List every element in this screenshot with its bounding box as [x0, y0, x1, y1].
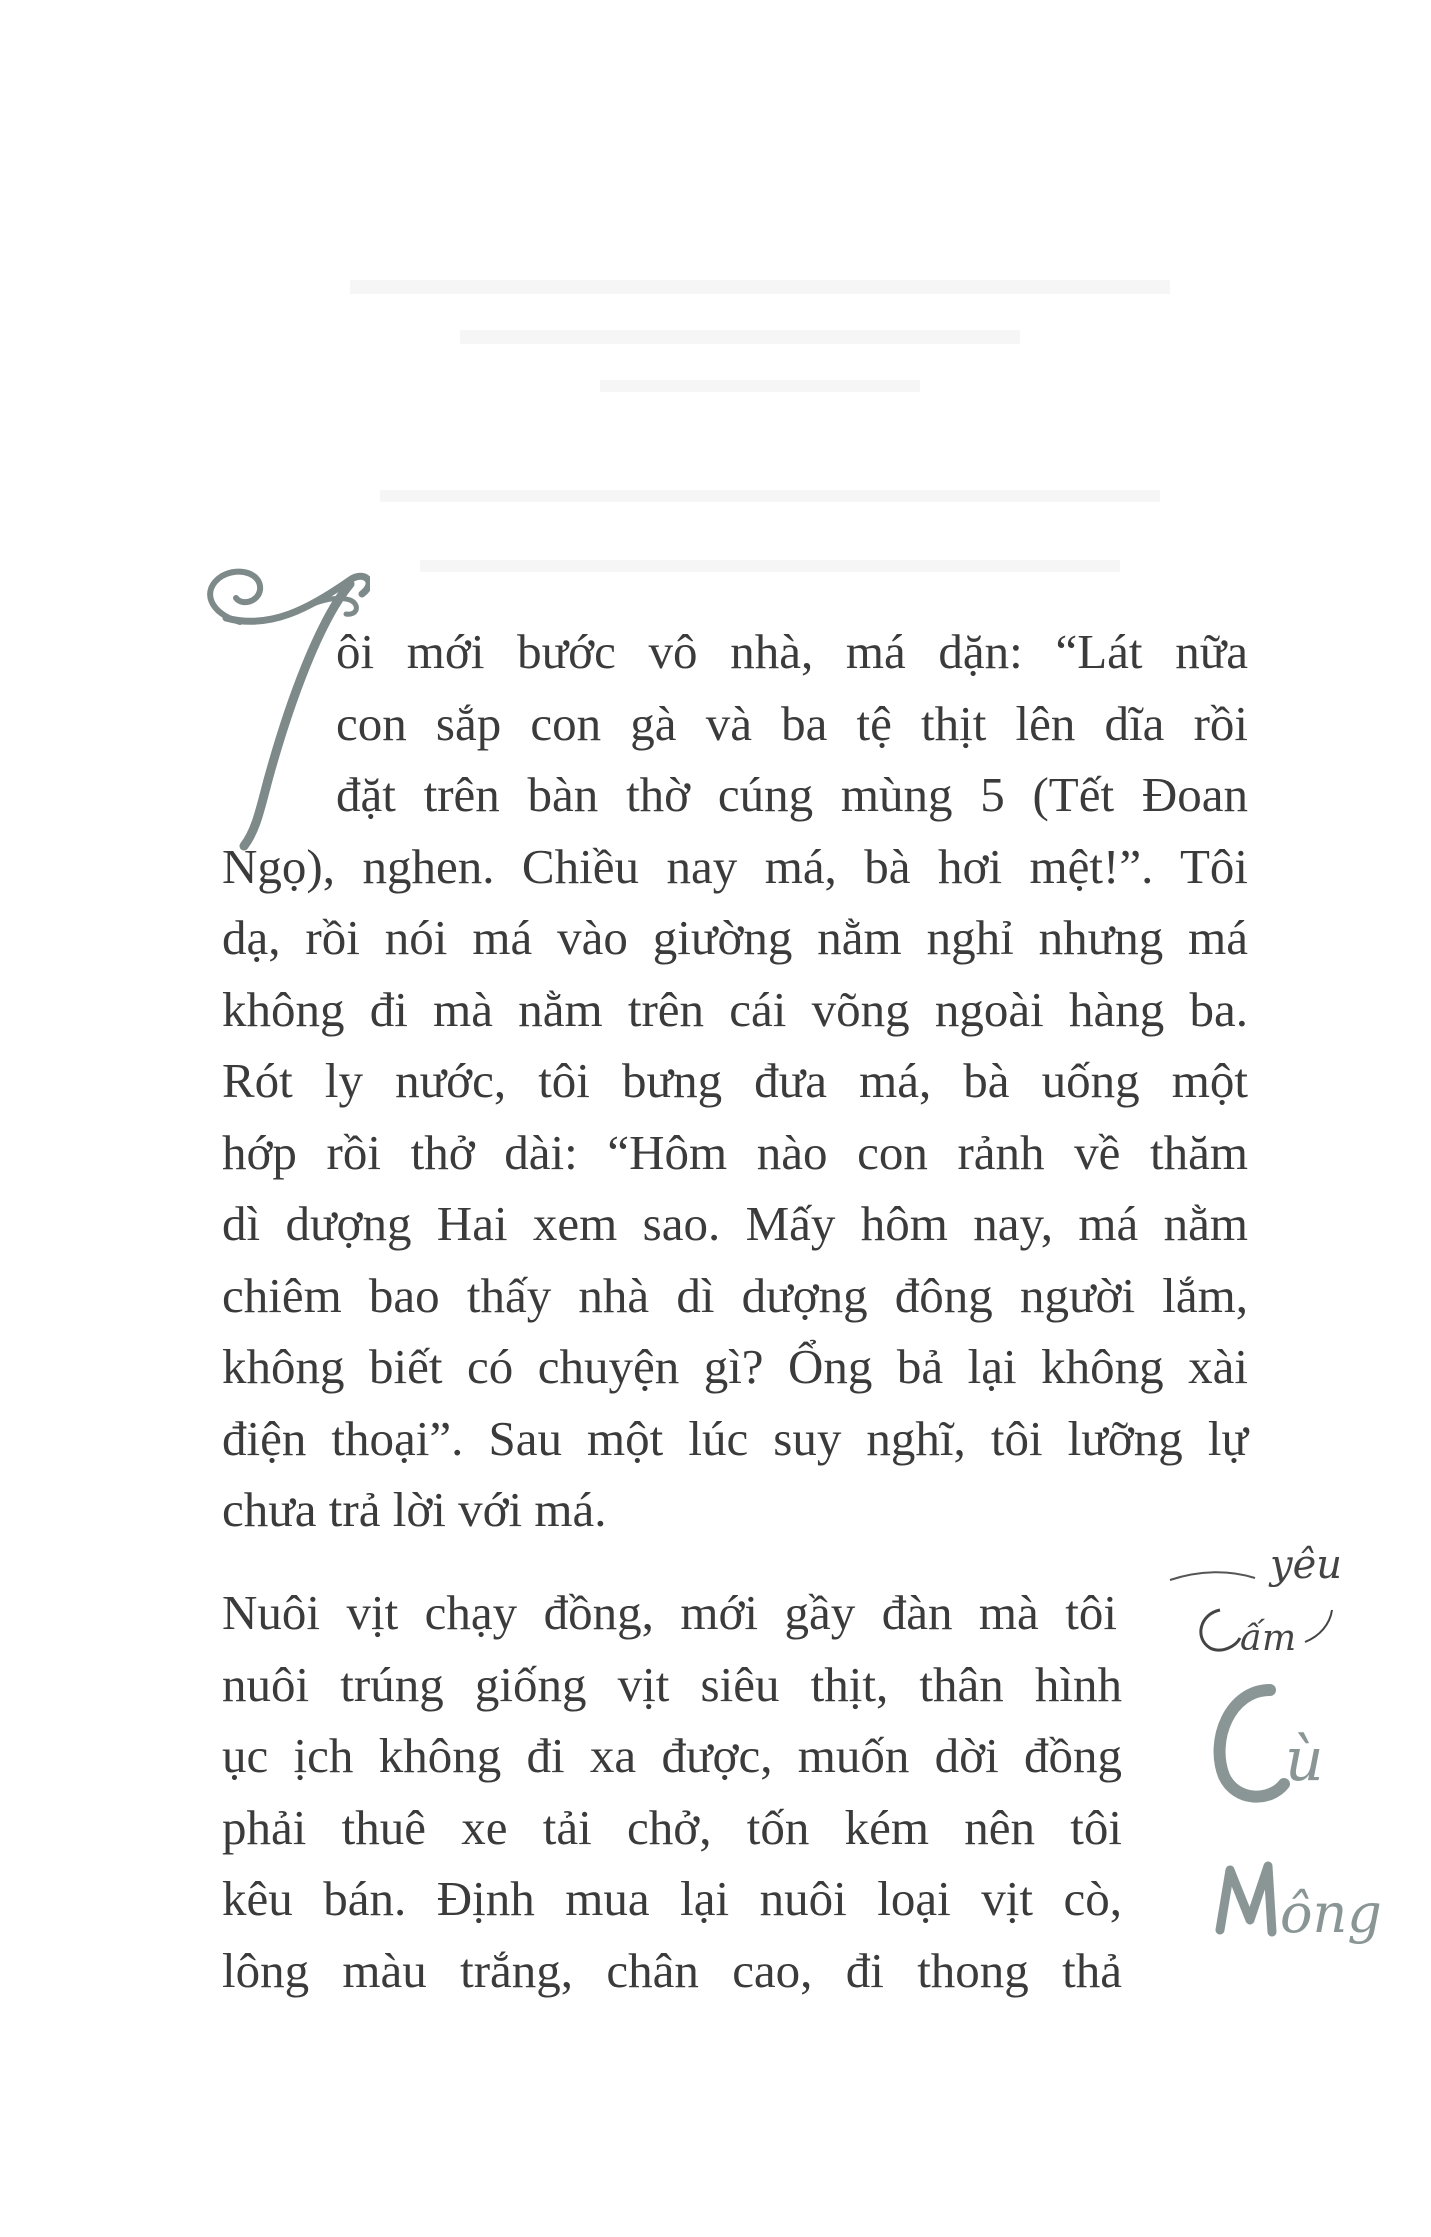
text-line: chiêm bao thấy nhà dì dượng đông người lắm, [222, 1267, 1248, 1323]
svg-text:yêu: yêu [1270, 1542, 1343, 1588]
text-line: dì dượng Hai xem sao. Mấy hôm nay, má nằm [222, 1196, 1248, 1251]
text-line: không biết có chuyện gì? Ổng bả lại không xài [222, 1339, 1248, 1394]
svg-text:ông: ông [1280, 1882, 1382, 1945]
text-line: dạ, rồi nói má vào giường nằm nghỉ nhưng má [222, 910, 1248, 965]
book-title-logo [1160, 1540, 1420, 1980]
text-line: Nuôi vịt chạy đồng, mới gầy đàn mà tôi [222, 1585, 1117, 1640]
text-line: đặt trên bàn thờ cúng mùng 5 (Tết Đoan [336, 767, 1248, 822]
text-line: kêu bán. Định mua lại nuôi loại vịt cò, [222, 1871, 1122, 1926]
text-line: chưa trả lời với má. [222, 1482, 607, 1537]
text-line: ôi mới bước vô nhà, má dặn: “Lát nữa [336, 624, 1248, 679]
text-line: hớp rồi thở dài: “Hôm nào con rảnh về thăm [222, 1124, 1248, 1180]
text-line: nuôi trúng giống vịt siêu thịt, thân hình [222, 1656, 1122, 1712]
text-line: điện thoại”. Sau một lúc suy nghĩ, tôi lưỡng lự [222, 1410, 1248, 1466]
text-line: ục ịch không đi xa được, muốn dời đồng [222, 1728, 1122, 1783]
text-line: lông màu trắng, chân cao, đi thong thả [222, 1942, 1122, 1998]
bleed-through-texture [340, 260, 1240, 600]
text-line: phải thuê xe tải chở, tốn kém nên tôi [222, 1799, 1122, 1855]
paragraph-1 [222, 616, 1248, 1546]
paragraph-2 [222, 1577, 1122, 2006]
text-line: con sắp con gà và ba tệ thịt lên dĩa rồi [336, 695, 1248, 751]
text-line: không đi mà nằm trên cái võng ngoài hàng ba. [222, 981, 1248, 1037]
text-line: Ngọ), nghen. Chiều nay má, bà hơi mệt!”. Tôi [222, 838, 1248, 894]
svg-text:ù: ù [1285, 1725, 1324, 1795]
svg-text:ấm: ấm [1240, 1618, 1297, 1659]
text-line: Rót ly nước, tôi bưng đưa má, bà uống một [222, 1053, 1248, 1108]
